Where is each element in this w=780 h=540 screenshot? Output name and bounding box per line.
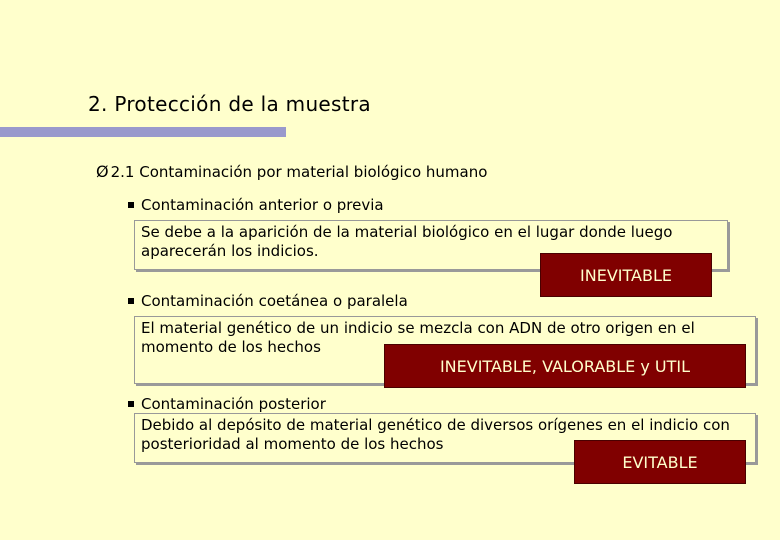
section-heading [96,162,487,181]
square-bullet-icon [128,401,134,407]
bullet-contaminacion-posterior [128,395,326,413]
bullet-contaminacion-anterior [128,196,384,214]
bullet-label: Contaminación posterior [141,395,326,413]
arrow-bullet-icon: Ø [96,162,109,181]
description-text: Se debe a la aparición de la material biológico en el lugar donde luego aparecerán los indicios. [141,223,673,260]
square-bullet-icon [128,298,134,304]
tag-inevitable: INEVITABLE [540,253,712,297]
title-underline-bar [0,127,286,137]
slide-title: 2. Protección de la muestra [88,92,371,116]
description-text: El material genético de un indicio se mezcla con ADN de otro origen en el momento de los hechos [141,319,695,356]
bullet-contaminacion-coetanea [128,292,408,310]
section-heading-text: 2.1 Contaminación por material biológico humano [110,162,488,181]
tag-evitable: EVITABLE [574,440,746,484]
bullet-label: Contaminación coetánea o paralela [141,292,408,310]
bullet-label: Contaminación anterior o previa [141,196,384,214]
square-bullet-icon [128,202,134,208]
tag-inevitable-valorable-util: INEVITABLE, VALORABLE y UTIL [384,344,746,388]
description-text: Debido al depósito de material genético de diversos orígenes en el indicio con posterioridad al momento de los hechos [141,416,730,453]
